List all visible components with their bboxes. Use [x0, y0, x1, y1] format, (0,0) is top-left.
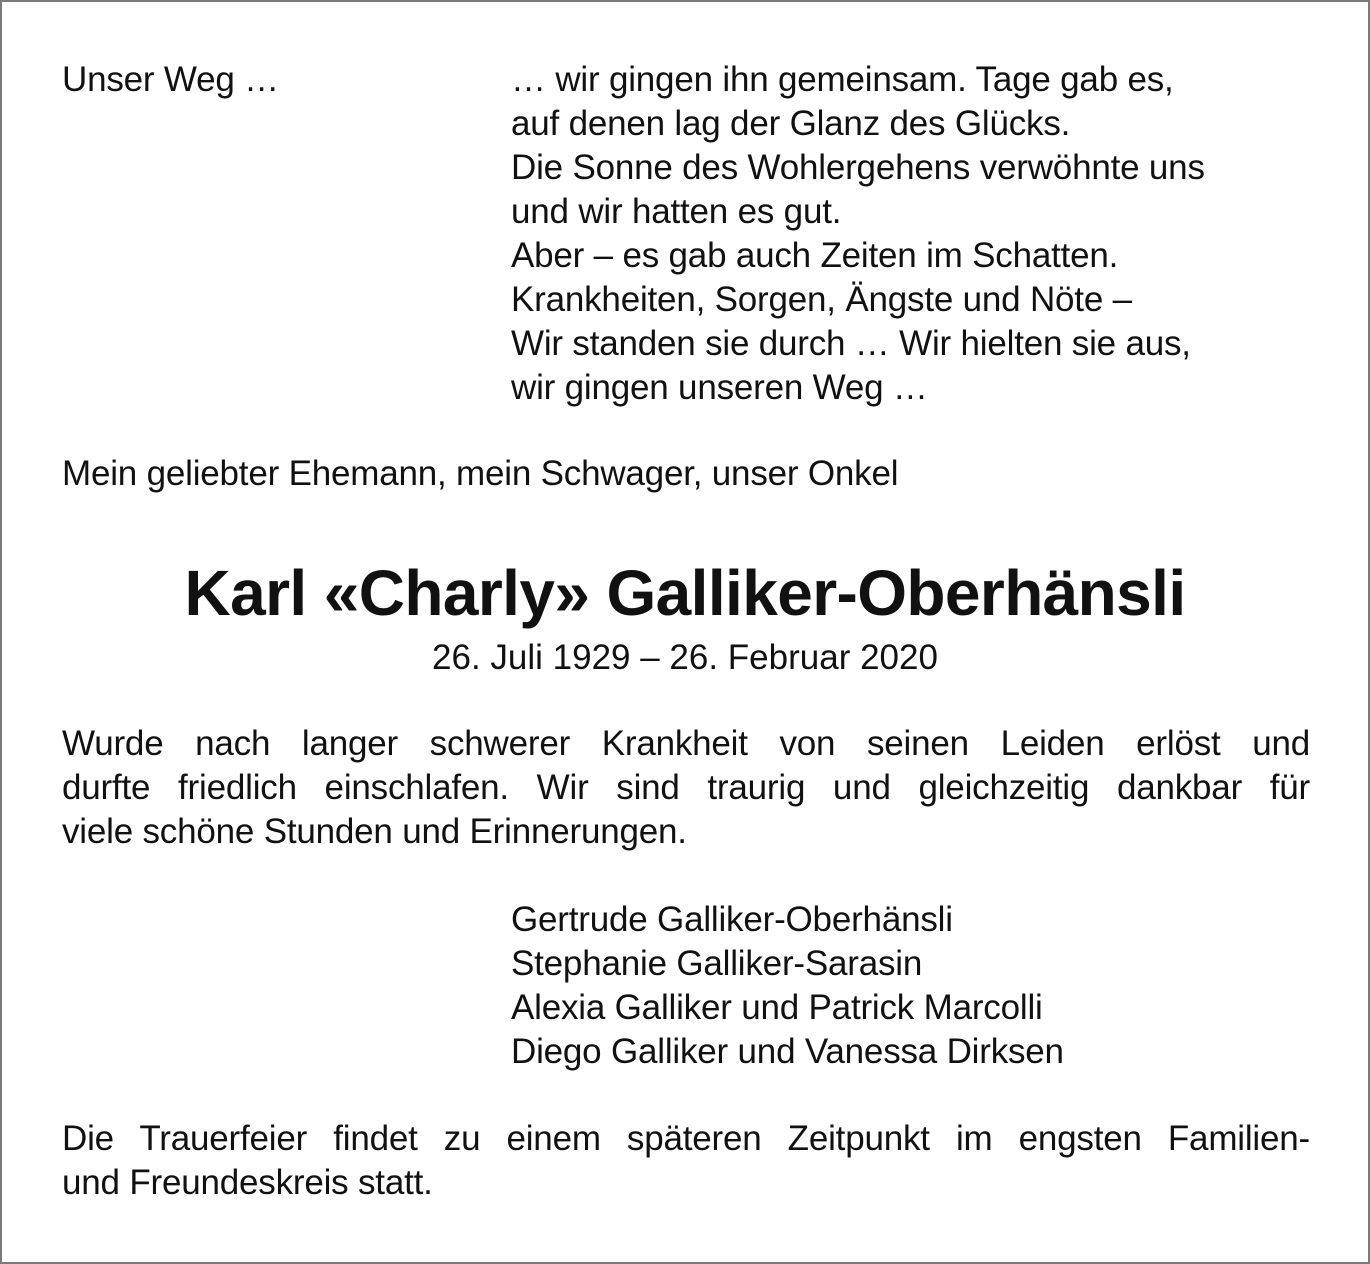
poem-line: und wir hatten es gut. [511, 192, 842, 231]
mourner-name: Gertrude Galliker-Oberhänsli [511, 900, 953, 939]
mourner-name: Stephanie Galliker-Sarasin [511, 944, 923, 983]
poem-line: Aber – es gab auch Zeiten im Schatten. [511, 236, 1119, 275]
obituary-message [62, 722, 1310, 854]
life-dates: 26. Juli 1929 – 26. Februar 2020 [432, 638, 938, 677]
funeral-info-line: Die Trauerfeier findet zu einem späteren Zeitpunkt im engsten Familien- [62, 1119, 1310, 1158]
intro-line: Mein geliebter Ehemann, mein Schwager, unser Onkel [62, 454, 899, 493]
poem-line: auf denen lag der Glanz des Glücks. [511, 104, 1071, 143]
funeral-info [62, 1117, 1310, 1205]
mourner-name: Alexia Galliker und Patrick Marcolli [511, 988, 1043, 1027]
poem-line: Wir standen sie durch … Wir hielten sie aus, [511, 324, 1191, 363]
poem-line: Krankheiten, Sorgen, Ängste und Nöte – [511, 280, 1132, 319]
message-line: viele schöne Stunden und Erinnerungen. [62, 812, 687, 851]
poem-title: Unser Weg … [62, 60, 279, 99]
mourner-name: Diego Galliker und Vanessa Dirksen [511, 1032, 1064, 1071]
message-line: durfte friedlich einschlafen. Wir sind traurig und gleichzeitig dankbar für [62, 768, 1310, 807]
poem-line: Die Sonne des Wohlergehens verwöhnte uns [511, 148, 1205, 187]
mourners-list [511, 898, 1064, 1074]
poem-verse [511, 58, 1205, 410]
deceased-name: Karl «Charly» Galliker-Oberhänsli [184, 557, 1186, 629]
poem-line: … wir gingen ihn gemeinsam. Tage gab es, [511, 60, 1174, 99]
funeral-info-line: und Freundeskreis statt. [62, 1163, 433, 1202]
poem-line: wir gingen unseren Weg … [511, 368, 928, 407]
message-line: Wurde nach langer schwerer Krankheit von seinen Leiden erlöst und [62, 724, 1310, 763]
